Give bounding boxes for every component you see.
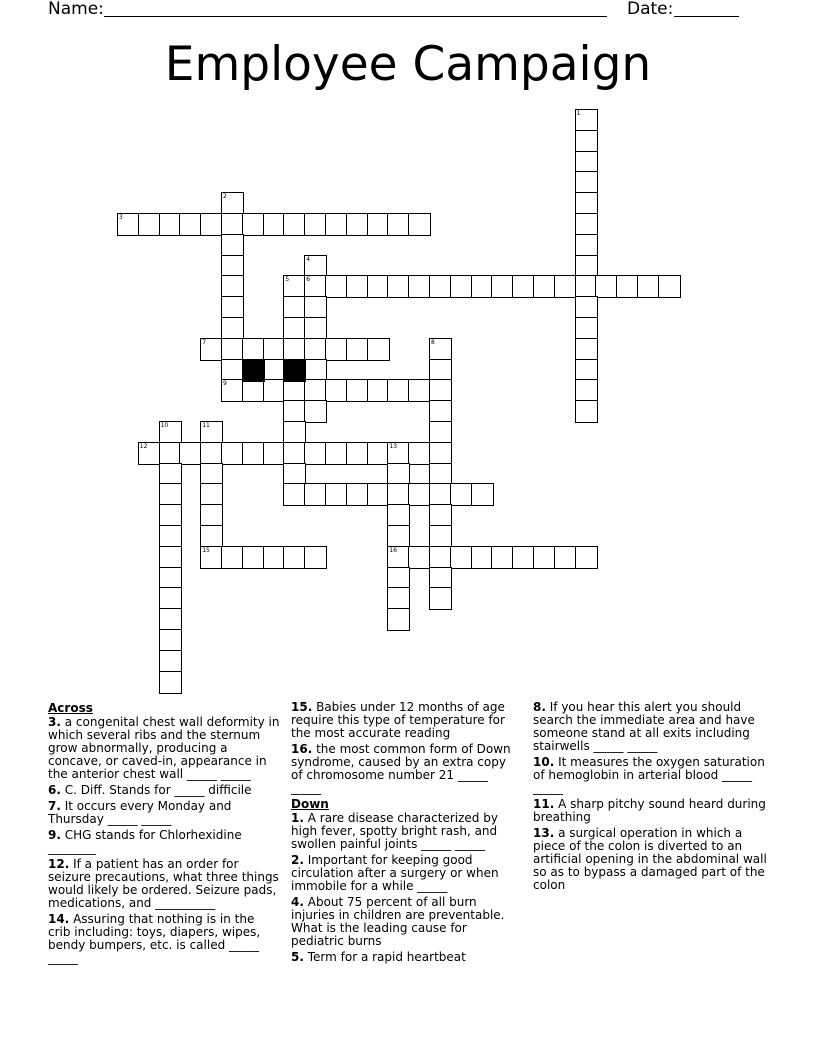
grid-cell[interactable] <box>429 587 452 610</box>
grid-cell[interactable] <box>429 504 452 527</box>
grid-cell[interactable] <box>575 109 598 132</box>
grid-cell[interactable] <box>159 525 182 548</box>
grid-cell[interactable] <box>242 546 265 569</box>
clue <box>48 800 280 826</box>
grid-cell[interactable] <box>575 359 598 382</box>
grid-cell[interactable] <box>367 275 390 298</box>
grid-cell[interactable] <box>367 483 390 506</box>
grid-cell[interactable] <box>304 483 327 506</box>
clue-text: About 75 percent of all burn injuries in children are preventable. What is the leading cause for pediatric burns <box>291 895 505 948</box>
clue <box>48 784 280 797</box>
clue-text: A rare disease characterized by high fever, spotty bright rash, and swollen painful joints _____ _____ <box>291 811 498 851</box>
clue-number: 12. <box>48 857 70 871</box>
clue-number: 10. <box>533 755 555 769</box>
clue-number: 7. <box>48 799 61 813</box>
grid-cell[interactable] <box>325 483 348 506</box>
grid-cell[interactable] <box>408 546 431 569</box>
grid-cell[interactable] <box>408 379 431 402</box>
grid-cell[interactable] <box>263 213 286 236</box>
section-heading: Across <box>48 701 93 715</box>
grid-cell[interactable] <box>221 275 244 298</box>
grid-cell[interactable] <box>304 338 327 361</box>
grid-cell[interactable] <box>221 255 244 278</box>
clue-number: 8. <box>533 700 546 714</box>
grid-cell[interactable] <box>512 546 535 569</box>
grid-cell[interactable] <box>138 442 161 465</box>
grid-cell[interactable] <box>304 359 327 382</box>
grid-cell[interactable] <box>221 546 244 569</box>
grid-cell[interactable] <box>491 275 514 298</box>
grid-cell[interactable] <box>263 442 286 465</box>
grid-cell[interactable] <box>408 483 431 506</box>
clue-text: Babies under 12 months of age require this type of temperature for the most accurate reading <box>291 700 505 740</box>
grid-cell[interactable] <box>554 275 577 298</box>
grid-cell[interactable] <box>221 338 244 361</box>
grid-cell[interactable] <box>658 275 681 298</box>
clue-text: It measures the oxygen saturation of hemoglobin in arterial blood _____ _____ <box>533 755 765 795</box>
clue <box>291 701 516 740</box>
clue <box>48 913 280 965</box>
grid-cell[interactable] <box>200 483 223 506</box>
clue-number: 2 <box>223 193 227 201</box>
grid-cell[interactable] <box>159 567 182 590</box>
grid-cell[interactable] <box>367 213 390 236</box>
grid-cell[interactable] <box>221 192 244 215</box>
clue-number: 16. <box>291 742 313 756</box>
grid-cell[interactable] <box>283 213 306 236</box>
section-heading: Down <box>291 797 329 811</box>
grid-cell[interactable] <box>221 379 244 402</box>
grid-cell[interactable] <box>325 442 348 465</box>
clue-number: 5. <box>291 950 304 964</box>
grid-cell[interactable] <box>471 275 494 298</box>
grid-cell[interactable] <box>387 504 410 527</box>
clue-number: 7 <box>202 338 207 346</box>
grid-cell[interactable] <box>325 379 348 402</box>
clue-number: 15. <box>291 700 313 714</box>
grid-cell[interactable] <box>221 213 244 236</box>
clue-number: 5 <box>285 276 290 284</box>
grid-cell[interactable] <box>325 213 348 236</box>
grid-cell[interactable] <box>138 213 161 236</box>
grid-cell[interactable] <box>346 275 369 298</box>
clue-number: 8 <box>431 338 435 346</box>
grid-cell[interactable] <box>575 275 598 298</box>
clue-number: 3 <box>119 214 123 221</box>
grid-cell[interactable] <box>200 546 223 569</box>
grid-cell[interactable] <box>387 525 410 548</box>
grid-cell[interactable] <box>159 650 182 673</box>
grid-cell[interactable] <box>346 213 369 236</box>
grid-cell[interactable] <box>429 442 452 465</box>
clue <box>533 827 768 892</box>
grid-cell[interactable] <box>367 442 390 465</box>
grid-cell[interactable] <box>429 483 452 506</box>
clue-number: 1. <box>291 811 304 825</box>
grid-cell[interactable] <box>159 504 182 527</box>
grid-cell[interactable] <box>200 504 223 527</box>
clue-text: C. Diff. Stands for _____ difficile <box>60 783 252 797</box>
grid-cell[interactable] <box>575 192 598 215</box>
clue-number: 15 <box>202 546 210 554</box>
grid-cell[interactable] <box>429 359 452 382</box>
name-label: Name: <box>48 0 104 19</box>
clue <box>533 756 768 795</box>
clue <box>48 858 280 910</box>
clue-text: It occurs every Monday and Thursday _____ _____ <box>48 799 232 826</box>
grid-cell[interactable] <box>221 442 244 465</box>
grid-cell[interactable] <box>263 546 286 569</box>
grid-cell[interactable] <box>575 213 598 236</box>
grid-cell[interactable] <box>200 463 223 486</box>
grid-cell[interactable] <box>429 275 452 298</box>
grid-cell[interactable] <box>263 379 286 402</box>
grid-cell[interactable] <box>304 400 327 423</box>
grid-cell[interactable] <box>575 400 598 423</box>
grid-cell[interactable] <box>450 483 473 506</box>
grid-cell[interactable] <box>159 442 182 465</box>
clue-number: 1 <box>576 110 581 117</box>
grid-cell[interactable] <box>575 130 598 153</box>
grid-cell[interactable] <box>117 213 140 236</box>
clue <box>533 798 768 824</box>
grid-cell[interactable] <box>283 275 306 298</box>
grid-cell[interactable] <box>283 546 306 569</box>
clue-text: Term for a rapid heartbeat <box>303 950 466 964</box>
grid-cell[interactable] <box>159 608 182 631</box>
grid-cell[interactable] <box>325 275 348 298</box>
clue-text: Important for keeping good circulation after a surgery or when immobile for a while _____ <box>291 853 499 893</box>
grid-cell[interactable] <box>387 275 410 298</box>
grid-cell[interactable] <box>283 483 306 506</box>
grid-cell[interactable] <box>304 255 327 278</box>
grid-cell[interactable] <box>304 317 327 340</box>
clue-text: A sharp pitchy sound heard during breathing <box>533 797 766 824</box>
grid-cell[interactable] <box>387 546 410 569</box>
grid-cell[interactable] <box>346 442 369 465</box>
grid-cell[interactable] <box>554 546 577 569</box>
grid-cell[interactable] <box>637 275 660 298</box>
grid-cell[interactable] <box>450 275 473 298</box>
grid-cell[interactable] <box>575 151 598 174</box>
grid-cell[interactable] <box>575 338 598 361</box>
clue-text: CHG stands for Chlorhexidine ________ <box>48 828 242 855</box>
grid-cell[interactable] <box>221 234 244 257</box>
grid-cell[interactable] <box>325 338 348 361</box>
grid-cell[interactable] <box>575 255 598 278</box>
grid-cell[interactable] <box>575 317 598 340</box>
grid-cell[interactable] <box>159 421 182 444</box>
clue-number: 11 <box>202 422 210 429</box>
clue-number: 3. <box>48 715 61 729</box>
grid-cell[interactable] <box>200 525 223 548</box>
grid-cell[interactable] <box>283 463 306 486</box>
grid-cell[interactable] <box>179 213 202 236</box>
grid-cell[interactable] <box>159 213 182 236</box>
clue-number: 12 <box>139 442 148 450</box>
grid-cell[interactable] <box>283 317 306 340</box>
grid-cell[interactable] <box>429 379 452 402</box>
grid-cell[interactable] <box>408 275 431 298</box>
clue-text: the most common form of Down syndrome, caused by an extra copy of chromosome number 21 _____ _____ <box>291 742 511 795</box>
grid-cell[interactable] <box>387 463 410 486</box>
grid-cell[interactable] <box>200 442 223 465</box>
grid-cell[interactable] <box>429 567 452 590</box>
clue-number: 2. <box>291 853 304 867</box>
grid-cell[interactable] <box>575 546 598 569</box>
grid-cell[interactable] <box>242 213 265 236</box>
clue <box>533 701 768 753</box>
grid-cell[interactable] <box>429 338 452 361</box>
grid-cell[interactable] <box>304 379 327 402</box>
grid-cell[interactable] <box>367 379 390 402</box>
grid-cell[interactable] <box>179 442 202 465</box>
grid-cell[interactable] <box>283 421 306 444</box>
clue-text: If you hear this alert you should search the immediate area and have someone stand at all exits including stairwells _____ _____ <box>533 700 755 753</box>
grid-cell[interactable] <box>575 234 598 257</box>
grid-cell[interactable] <box>533 275 556 298</box>
grid-cell[interactable] <box>304 546 327 569</box>
grid-cell[interactable] <box>304 275 327 298</box>
grid-cell[interactable] <box>242 379 265 402</box>
grid-cell[interactable] <box>283 379 306 402</box>
clue-number: 6. <box>48 783 61 797</box>
grid-cell[interactable] <box>304 442 327 465</box>
grid-cell[interactable] <box>471 546 494 569</box>
grid-cell[interactable] <box>159 463 182 486</box>
clue-number: 10 <box>160 422 169 429</box>
clue <box>291 743 516 795</box>
grid-cell[interactable] <box>159 629 182 652</box>
grid-cell[interactable] <box>159 671 182 694</box>
grid-cell[interactable] <box>387 608 410 631</box>
grid-cell[interactable] <box>387 379 410 402</box>
clue-number: 13. <box>533 826 555 840</box>
grid-cell[interactable] <box>346 338 369 361</box>
grid-cell[interactable] <box>159 546 182 569</box>
grid-cell[interactable] <box>429 525 452 548</box>
grid-cell[interactable] <box>616 275 639 298</box>
clue-number: 9 <box>223 380 227 388</box>
grid-cell[interactable] <box>387 587 410 610</box>
clue-number: 6 <box>306 276 311 284</box>
clue-number: 16 <box>389 546 398 554</box>
clue-text: a surgical operation in which a piece of the colon is diverted to an artificial opening in the abdominal wall so as to bypass a damaged part of the colon <box>533 826 767 892</box>
grid-cell[interactable] <box>263 359 286 382</box>
clue <box>291 812 516 851</box>
grid-cell[interactable] <box>304 296 327 319</box>
clue-number: 11. <box>533 797 555 811</box>
grid-cell[interactable] <box>575 171 598 194</box>
clue <box>291 896 516 948</box>
grid-cell[interactable] <box>491 546 514 569</box>
grid-cell[interactable] <box>200 338 223 361</box>
grid-cell[interactable] <box>283 296 306 319</box>
grid-cell[interactable] <box>408 213 431 236</box>
clue-number: 9. <box>48 828 61 842</box>
clue <box>291 854 516 893</box>
grid-cell[interactable] <box>159 587 182 610</box>
grid-cell[interactable] <box>159 483 182 506</box>
grid-cell[interactable] <box>221 359 244 382</box>
grid-cell[interactable] <box>283 442 306 465</box>
grid-cell[interactable] <box>471 483 494 506</box>
black-square <box>283 359 306 382</box>
date-label: Date: <box>627 0 674 19</box>
clues-column-3 <box>533 700 768 895</box>
grid-cell[interactable] <box>304 213 327 236</box>
grid-cell[interactable] <box>346 483 369 506</box>
grid-cell[interactable] <box>221 296 244 319</box>
grid-cell[interactable] <box>429 400 452 423</box>
grid-cell[interactable] <box>387 213 410 236</box>
grid-cell[interactable] <box>346 379 369 402</box>
grid-cell[interactable] <box>408 442 431 465</box>
clue-number: 14. <box>48 912 70 926</box>
page-title: Employee Campaign <box>164 37 652 92</box>
black-square <box>242 359 265 382</box>
grid-cell[interactable] <box>200 421 223 444</box>
clue-text: Assuring that nothing is in the crib including: toys, diapers, wipes, bendy bumpers, etc. is called _____ _____ <box>48 912 261 965</box>
clue-text: If a patient has an order for seizure precautions, what three things would likely be ordered. Seizure pads, medications, and __________ <box>48 857 279 910</box>
grid-cell[interactable] <box>221 317 244 340</box>
clue-number: 4. <box>291 895 304 909</box>
grid-cell[interactable] <box>200 213 223 236</box>
grid-cell[interactable] <box>575 379 598 402</box>
grid-cell[interactable] <box>575 296 598 319</box>
clues-column-1 <box>48 700 280 968</box>
clue-text: a congenital chest wall deformity in which several ribs and the sternum grow abnormally, producing a concave, or caved-in, appearance in the anterior chest wall _____ _____ <box>48 715 280 781</box>
clue-number: 4 <box>306 255 311 263</box>
grid-cell[interactable] <box>242 442 265 465</box>
grid-cell[interactable] <box>429 421 452 444</box>
grid-cell[interactable] <box>450 546 473 569</box>
grid-cell[interactable] <box>283 400 306 423</box>
grid-cell[interactable] <box>533 546 556 569</box>
grid-cell[interactable] <box>512 275 535 298</box>
grid-cell[interactable] <box>263 338 286 361</box>
clue <box>48 829 280 855</box>
grid-cell[interactable] <box>387 483 410 506</box>
grid-cell[interactable] <box>387 567 410 590</box>
clues-column-2 <box>291 700 516 967</box>
grid-cell[interactable] <box>387 442 410 465</box>
clue <box>48 716 280 781</box>
clue-number: 13 <box>389 442 398 450</box>
grid-cell[interactable] <box>429 463 452 486</box>
clue <box>291 951 516 964</box>
grid-cell[interactable] <box>283 338 306 361</box>
grid-cell[interactable] <box>429 546 452 569</box>
grid-cell[interactable] <box>367 338 390 361</box>
grid-cell[interactable] <box>595 275 618 298</box>
grid-cell[interactable] <box>242 338 265 361</box>
